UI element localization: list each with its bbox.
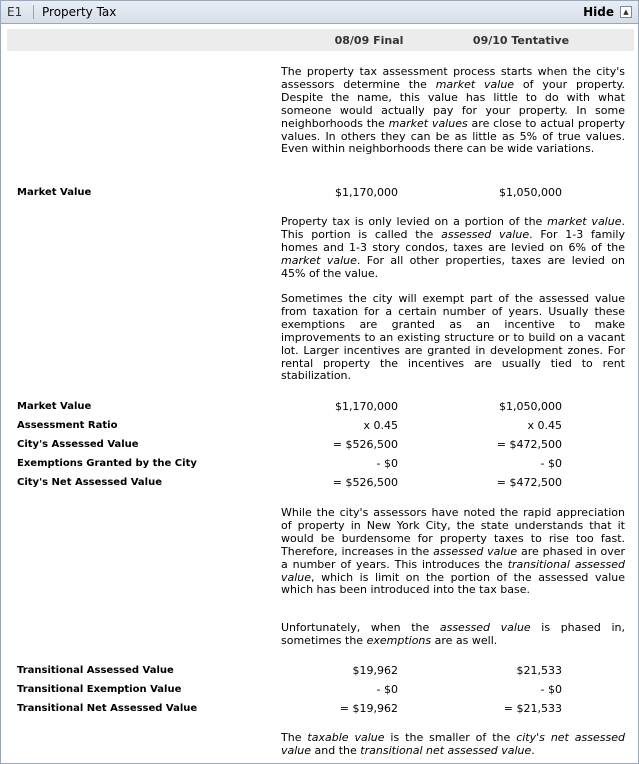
row-label: Market Value (17, 401, 92, 412)
paragraph-phase-in-note: Unfortunately, when the assessed value is phased in, sometimes the exemptions are as well. (281, 621, 625, 647)
paragraph-assessed-value-intro: Property tax is only levied on a portion of the market value. This portion is called the assessed value. For 1-3 family homes and 1-3 story condos, taxes are levied on 6% of the market value. For all other properties, taxes are levied on 45% of the value. (281, 215, 625, 280)
market-value-row (17, 186, 637, 200)
value-0809: = $526,500 (332, 438, 398, 451)
row-label: Exemptions Granted by the City (17, 458, 197, 469)
row-label: City's Net Assessed Value (17, 477, 162, 488)
value-0910: $1,050,000 (499, 186, 562, 199)
value-0910: $21,533 (516, 664, 562, 677)
hide-button[interactable]: Hide (583, 5, 614, 19)
paragraph-taxable-value: The taxable value is the smaller of the city's net assessed value and the transitional net assessed value. (281, 731, 625, 757)
value-0910: = $472,500 (496, 476, 562, 489)
transitional-row (17, 683, 637, 697)
value-0910: - $0 (540, 683, 562, 696)
value-0910: $1,050,000 (499, 400, 562, 413)
transitional-row (17, 702, 637, 716)
value-0809: $1,170,000 (335, 400, 398, 413)
assessment-row (17, 438, 637, 452)
chevron-up-icon[interactable]: ▲ (620, 6, 632, 18)
row-label: Market Value (17, 187, 92, 198)
paragraph-exemptions: Sometimes the city will exempt part of the assessed value from taxation for a certain number of years. Usually these exemptions are granted as an incentive to make improvements to an existing structure or to build on a vacant lot. Larger incentives are granted in development zones. For rental property the incentives are usually tied to rent stabilization. (281, 292, 625, 383)
paragraph-transitional-intro: While the city's assessors have noted the rapid appreciation of property in New York City, the state understands that it would be burdensome for property taxes to rise too fast. Therefore, increases in the assessed value are phased in over a number of years. This introduces the transitional assessed value, which is limit on the portion of the assessed value which has been introduced into the tax base. (281, 506, 626, 597)
value-0809: - $0 (376, 683, 398, 696)
assessment-row (17, 457, 637, 471)
row-label: City's Assessed Value (17, 439, 139, 450)
row-label: Transitional Assessed Value (17, 665, 174, 676)
value-0910: - $0 (540, 457, 562, 470)
column-header (7, 29, 634, 51)
row-label: Transitional Exemption Value (17, 684, 182, 695)
row-label: Assessment Ratio (17, 420, 118, 431)
assessment-row (17, 476, 637, 490)
paragraph-market-value-intro: The property tax assessment process starts when the city's assessors determine the market value of your property. Despite the name, this value has little to do with what someone would actually pay for your property. In some neighborhoods the market values are close to actual property values. In others they can be as little as 5% of true values. Even within neighborhoods there can be wide variations. (281, 65, 626, 156)
assessment-row (17, 419, 637, 433)
assessment-row (17, 400, 637, 414)
value-0910: = $21,533 (503, 702, 562, 715)
panel-titlebar (1, 1, 638, 24)
value-0809: = $526,500 (332, 476, 398, 489)
value-0809: - $0 (376, 457, 398, 470)
value-0809: = $19,962 (339, 702, 398, 715)
column-0809-final: 08/09 Final (334, 34, 404, 47)
panel-title: Property Tax (42, 5, 117, 19)
value-0809: $19,962 (352, 664, 398, 677)
row-label: Transitional Net Assessed Value (17, 703, 198, 714)
value-0809: x 0.45 (363, 419, 398, 432)
column-0910-tentative: 09/10 Tentative (472, 34, 570, 47)
section-code: E1 (1, 5, 34, 19)
value-0910: = $472,500 (496, 438, 562, 451)
value-0809: $1,170,000 (335, 186, 398, 199)
transitional-row (17, 664, 637, 678)
value-0910: x 0.45 (527, 419, 562, 432)
